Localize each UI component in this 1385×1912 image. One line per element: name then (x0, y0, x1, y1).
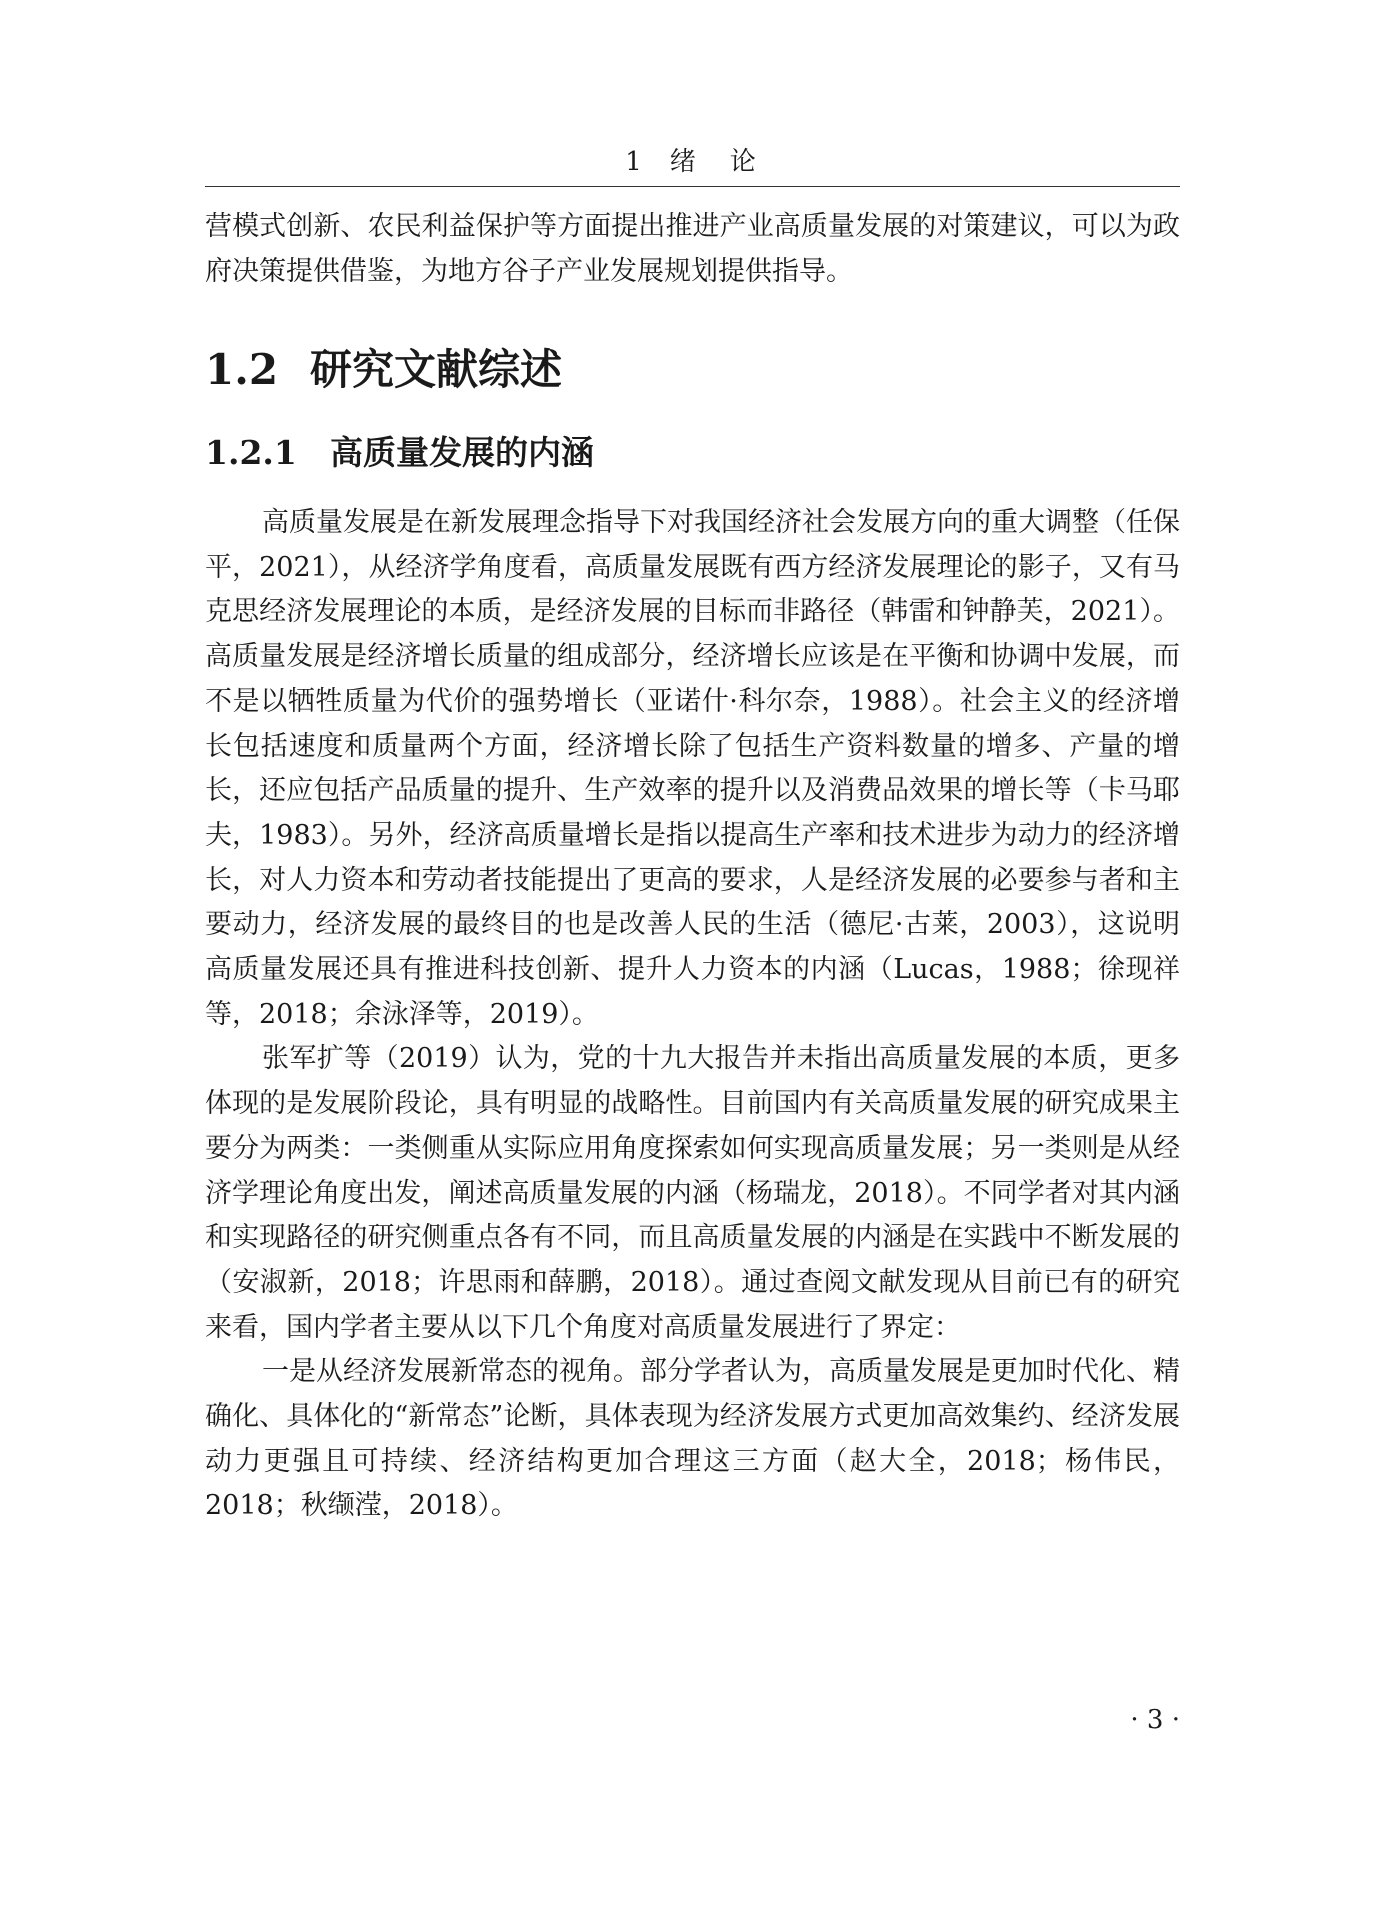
subsection-heading (205, 433, 594, 473)
body-text (205, 501, 1180, 1529)
paragraph: 一是从经济发展新常态的视角。部分学者认为，高质量发展是更加时代化、精确化、具体化的“新常态”论断，具体表现为经济发展方式更加高效集约、经济发展动力更强且可持续、经济结构更加合理这三方面（赵大全，2018；杨伟民，2018；秋缬滢，2018）。 (205, 1356, 1180, 1522)
section-title: 研究文献综述 (310, 345, 563, 394)
section-heading (205, 345, 562, 395)
header-rule (205, 186, 1180, 187)
paragraph: 高质量发展是在新发展理念指导下对我国经济社会发展方向的重大调整（任保平，2021），从经济学角度看，高质量发展既有西方经济发展理论的影子，又有马克思经济发展理论的本质，是经济发展的目标而非路径（韩雷和钟静芙，2021）。高质量发展是经济增长质量的组成部分，经济增长应该是在平衡和协调中发展，而不是以牺牲质量为代价的强势增长（亚诺什·科尔奈，1988）。社会主义的经济增长包括速度和质量两个方面，经济增长除了包括生产资料数量的增多、产量的增长，还应包括产品质量的提升、生产效率的提升以及消费品效果的增长等（卡马耶夫，1983）。另外，经济高质量增长是指以提高生产率和技术进步为动力的经济增长，对人力资本和劳动者技能提出了更高的要求，人是经济发展的必要参与者和主要动力，经济发展的最终目的也是改善人民的生活（德尼·古莱，2003），这说明高质量发展还具有推进科技创新、提升人力资本的内涵（Lucas，1988；徐现祥等，2018；余泳泽等，2019）。 (205, 507, 1180, 1030)
subsection-number: 1.2.1 (205, 433, 297, 472)
running-head (205, 141, 1180, 178)
section-number: 1.2 (205, 345, 279, 394)
paragraph: 营模式创新、农民利益保护等方面提出推进产业高质量发展的对策建议，可以为政府决策提供借鉴，为地方谷子产业发展规划提供指导。 (205, 211, 1180, 287)
page-number: · 3 · (1130, 1705, 1180, 1735)
subsection-title: 高质量发展的内涵 (330, 433, 594, 472)
chapter-title: 绪 论 (669, 147, 760, 177)
continued-text (205, 205, 1180, 294)
chapter-number: 1 (625, 147, 646, 177)
paragraph: 张军扩等（2019）认为，党的十九大报告并未指出高质量发展的本质，更多体现的是发展阶段论，具有明显的战略性。目前国内有关高质量发展的研究成果主要分为两类：一类侧重从实际应用角度探索如何实现高质量发展；另一类则是从经济学理论角度出发，阐述高质量发展的内涵（杨瑞龙，2018）。不同学者对其内涵和实现路径的研究侧重点各有不同，而且高质量发展的内涵是在实践中不断发展的（安淑新，2018；许思雨和薛鹏，2018）。通过查阅文献发现从目前已有的研究来看，国内学者主要从以下几个角度对高质量发展进行了界定： (205, 1043, 1180, 1343)
